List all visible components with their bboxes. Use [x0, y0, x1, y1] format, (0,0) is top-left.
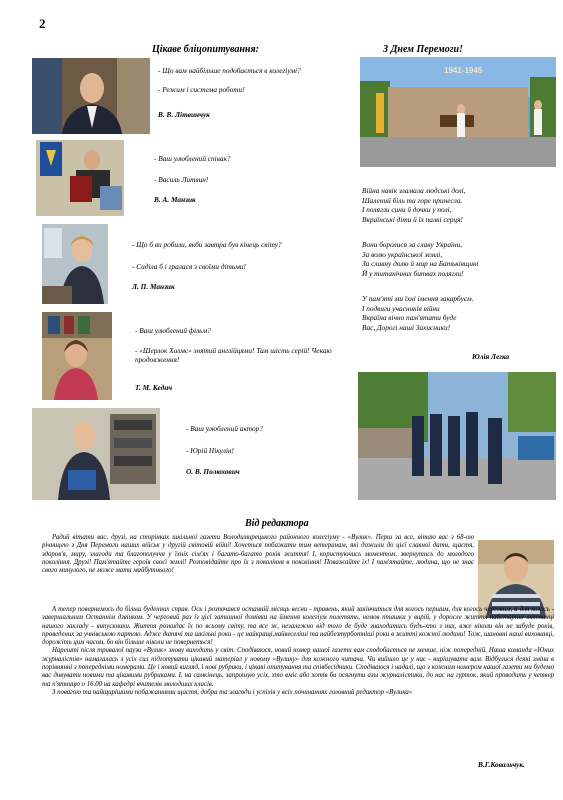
- interview-question-4: - Ваш улюблений фільм?: [135, 326, 211, 335]
- monument-years: 1941-1945: [444, 66, 483, 75]
- interview-answer-3: - Сиділа б і гралася з своїми дітьми!: [132, 262, 246, 271]
- poem-line: Вкраїнські діти й їх палкі серця!: [362, 214, 463, 224]
- editor-body: [42, 606, 554, 697]
- poem-line: І подвиги учасників війни: [362, 303, 440, 313]
- poem-line: Вас, Дорогі наші Захисники!: [362, 322, 451, 332]
- photo-manzyk-lp: [42, 224, 108, 304]
- interview-question-3: - Що б ви робили, якби завтра був кінець світу?: [132, 240, 282, 249]
- poem-line: За славну долю й мир на Батьківщині: [362, 259, 479, 269]
- photo-kedych: [42, 312, 112, 400]
- victory-title: З Днем Перемоги!: [383, 44, 463, 55]
- editor-paragraph-1-intro: [42, 534, 474, 575]
- poem-line: І полягли сини й дочки у полі,: [362, 205, 452, 215]
- interview-name-4: Т. М. Кедич: [135, 383, 173, 392]
- editor-paragraph: А тепер повернемось до більш буденних справ. Ось і розпочався останній місяць весни - травень, який закінчиться для когось першим, для когось черговим, а для когось - завершальним Останнім дзвінком. У черговий раз із цієї затишної домівки на ймення колегіум полетять, немов пташки у вирій, у доросле життя найстаріші вихованці нашого закладу - випускники. Життя розкидає їх по всьому світу, та все ж, незалежно від того де буде знаходитись будь-хто з них, вже ніколи він не забуде років, проведених за учнівською партою. Адже дитячі та шкільні роки - це найкращі,найвеселіші та найбезтурботніші роки в житті кожної людини! Тож, шановні наші вихованці, дорожіть цим часом, бо він більше ніколи не повернеться!: [42, 606, 554, 647]
- page-number: 2: [39, 16, 46, 31]
- poem-line: Шалений біль та горе принесла.: [362, 195, 463, 205]
- interview-name-3: Л. П. Манзик: [132, 282, 175, 291]
- editor-signature: В.Г.Ковальчук.: [478, 760, 525, 769]
- interview-title: Цікаве бліцопитування:: [152, 44, 259, 55]
- editor-paragraph: З повагою та найщирішими побажаннями щастя, добра та злагоди і успіхів у всіх починаннях головний редактор «Вулика»: [52, 688, 413, 696]
- poem-line: За волю української землі,: [362, 249, 443, 259]
- interview-name-2: В. А. Манзик: [154, 195, 196, 204]
- interview-answer-4: - «Шерлок Холмс» знятий англійцями! Там шість серій! Чекаю продовження!: [135, 346, 332, 365]
- interview-answer-1: - Режим і система роботи!: [158, 85, 245, 94]
- editor-paragraph: Радий вітати вас, друзі, на сторінках шкільної газети Володимирецького районного колегіуму - «Вулик». Перш за все, вітаю вас з 68-ою річницею з Дня Перемоги наших військ у другій світовій війні! Хочеться побажати тим ветеранам, які дожили до цієї славної дати, щастя, здоров'я, миру, злагоди та благополуччя у їхніх сім'ях і багато-багато років життя! І, користуючись моментом, звернутись до молодого покоління. Друзі! Пам'ятайте героїв своєї землі! Розповідайте про їх з покоління в покоління! Поважайте їх! І пам'ятайте, людина, що не знає свого минулого, не може мати майбутнього!: [42, 534, 474, 575]
- poem-line: Вкраїна вічно пам'ятати буде: [362, 313, 457, 323]
- interview-answer-2: - Василь Литвин!: [154, 175, 209, 184]
- interview-question-5: - Ваш улюблений актор?: [186, 424, 263, 433]
- editor-paragraph: Нарешті після тривалої паузи «Вулик» знову виходить у світ. Сподіваюся, новий номер нашої газети вам сподобається не менше, ніж попередній. Наша команда «Юних журналістів» намагалась з усіх сил підготувати цікавий матеріал у новому «Вулику» для кожного читача. Чи вийшло це у нас - вирішувати вам. Відбулися деякі зміни в порівнянні з попередніми номерами. Це і новий вигляд, і нові рубрики, і цікаві опитування та співбесідники. Сподіваюся і надалі, що з кожним номером нашої газети ми будемо вас дивувати новими та цікавими рубриками. І, на самкінець, запрошую усіх, хто вміє або хотів би осягнути азы журналістики, до нас на гурток, який проводить у четвер та п'ятницю о 16.00 на кафедрі вчителів молодших класів.: [42, 647, 554, 688]
- photo-parade: [358, 372, 556, 500]
- interview-question-2: - Ваш улюблений співак?: [154, 154, 231, 163]
- poem-line: Вони боролися за славу України,: [362, 240, 463, 249]
- editor-title: Від редактора: [245, 518, 309, 529]
- poem-stanza-3: [362, 294, 552, 333]
- poem-stanza-1: [362, 186, 552, 225]
- photo-litvinchuk: [32, 58, 150, 134]
- poem-stanza-2: [362, 240, 552, 279]
- poem-line: Війна навік зламала людські долі,: [362, 186, 466, 195]
- interview-answer-5: - Юрій Нікулін!: [186, 446, 234, 455]
- photo-polyukhovych: [32, 408, 160, 500]
- interview-name-1: В. В. Літвинчук: [158, 110, 210, 119]
- poem-line: Й у титанічних битвах полягли!: [362, 268, 464, 278]
- poem-author: Юлія Легка: [472, 352, 510, 361]
- interview-name-5: О. В. Полюхович: [186, 467, 240, 476]
- poem-line: У пам'яті ми їхні імення закарбуєм.: [362, 294, 474, 303]
- photo-manzyk-va: [36, 140, 124, 216]
- interview-question-1: - Що вам найбільше подобається в колегіумі?: [158, 66, 301, 75]
